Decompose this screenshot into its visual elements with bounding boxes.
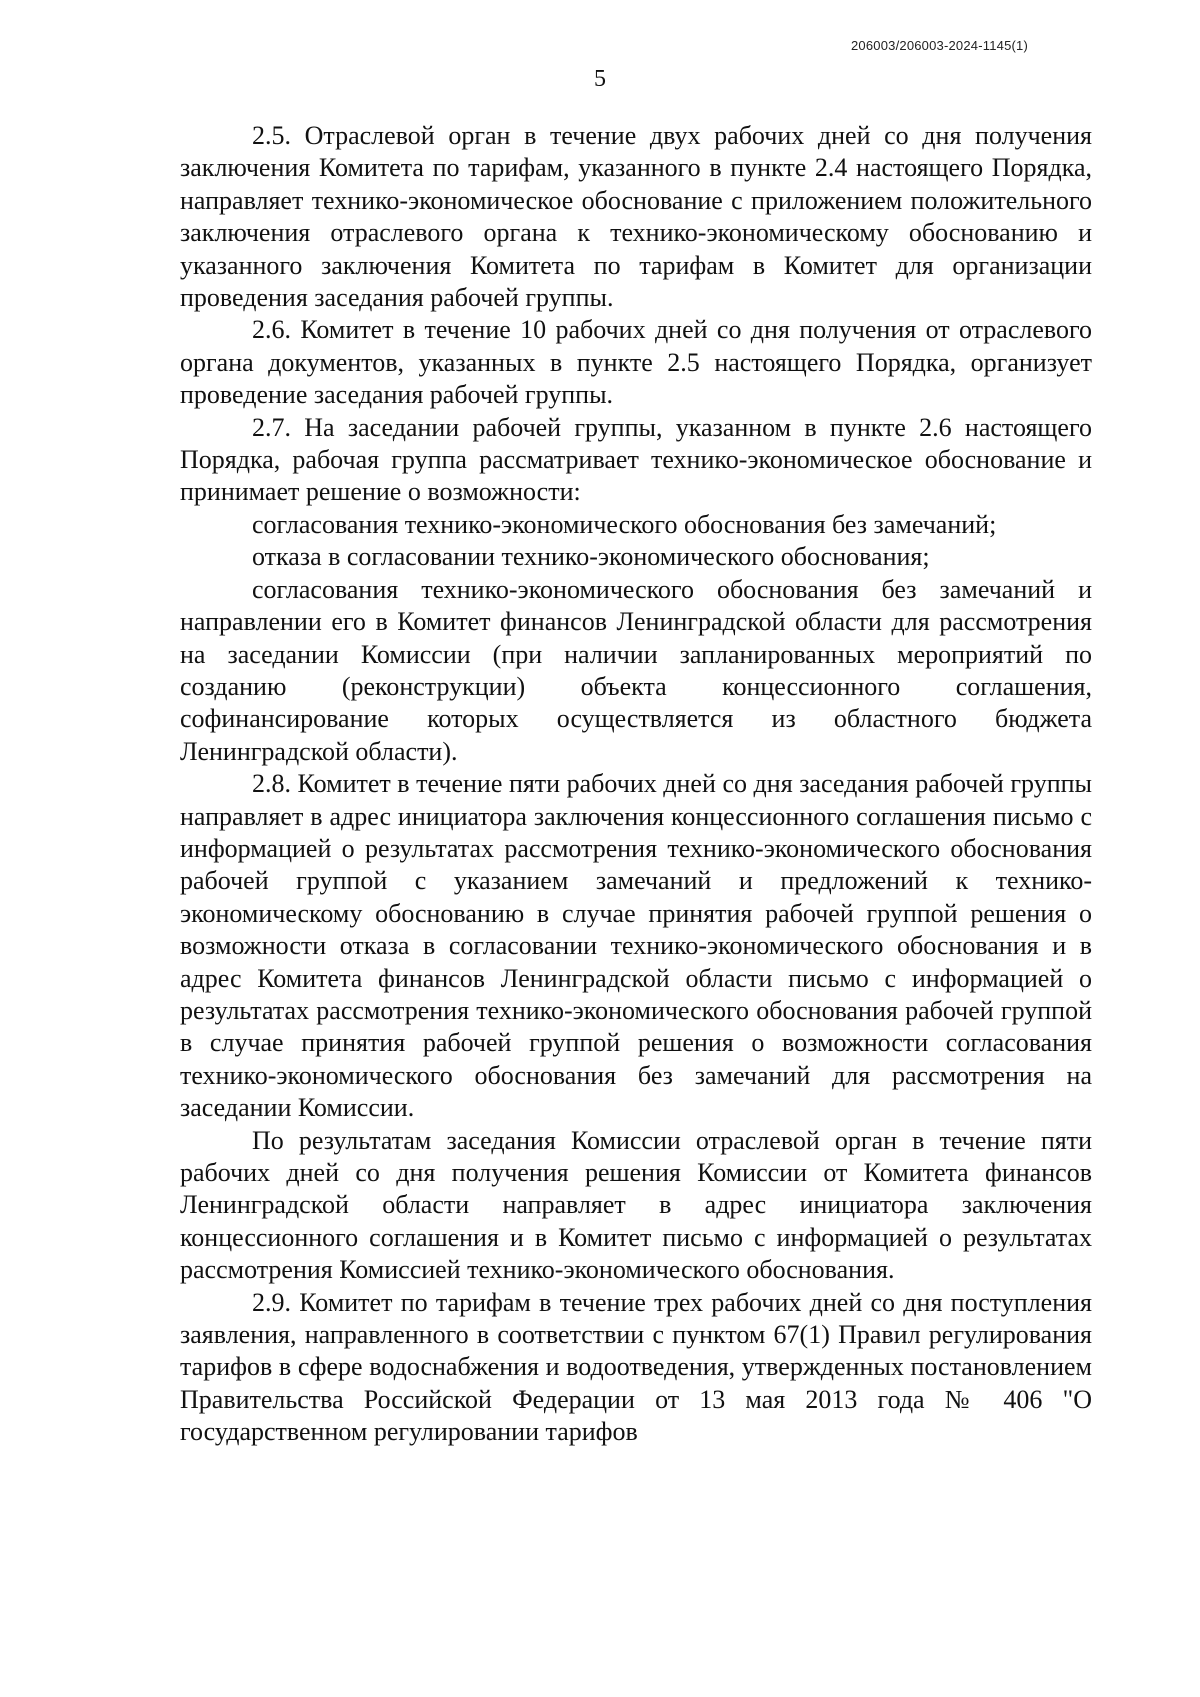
paragraph-2-7: 2.7. На заседании рабочей группы, указанном в пункте 2.6 настоящего Порядка, рабочая группа рассматривает технико-экономическое обоснование и принимает решение о возможности: bbox=[180, 412, 1092, 507]
list-item-option-3: согласования технико-экономического обоснования без замечаний и направлении его в Комитет финансов Ленинградской области для рассмотрения на заседании Комиссии (при наличии запланированных мероприятий по созданию (реконструкции) объекта концессионного соглашения, софинансирование которых осуществляется из областного бюджета Ленинградской области). bbox=[180, 574, 1092, 766]
paragraph-commission-results: По результатам заседания Комиссии отраслевой орган в течение пяти рабочих дней со дня получения решения Комиссии от Комитета финансов Ленинградской области направляет в адрес инициатора заключения концессионного соглашения и в Комитет письмо с информацией о результатах рассмотрения Комиссией технико-экономического обоснования. bbox=[180, 1125, 1092, 1285]
page-number: 5 bbox=[594, 66, 606, 92]
list-item-option-1: согласования технико-экономического обоснования без замечаний; bbox=[252, 509, 997, 539]
paragraph-2-6: 2.6. Комитет в течение 10 рабочих дней со дня получения от отраслевого органа документов, указанных в пункте 2.5 настоящего Порядка, организует проведение заседания рабочей группы. bbox=[180, 315, 1092, 410]
list-item-option-2: отказа в согласовании технико-экономического обоснования; bbox=[252, 542, 930, 572]
document-id: 206003/206003-2024-1145(1) bbox=[851, 38, 1028, 53]
document-body bbox=[180, 120, 1092, 1449]
paragraph-2-8: 2.8. Комитет в течение пяти рабочих дней со дня заседания рабочей группы направляет в адрес инициатора заключения концессионного соглашения письмо с информацией о результатах рассмотрения технико-экономического обоснования рабочей группой с указанием замечаний и предложений к технико-экономическому обоснованию в случае принятия рабочей группой решения о возможности отказа в согласовании технико-экономического обоснования и в адрес Комитета финансов Ленинградской области письмо с информацией о результатах рассмотрения технико-экономического обоснования рабочей группой в случае принятия рабочей группой решения о возможности согласования технико-экономического обоснования без замечаний для рассмотрения на заседании Комиссии. bbox=[180, 769, 1092, 1123]
paragraph-2-5: 2.5. Отраслевой орган в течение двух рабочих дней со дня получения заключения Комитета по тарифам, указанного в пункте 2.4 настоящего Порядка, направляет технико-экономическое обоснование с приложением положительного заключения отраслевого органа к технико-экономическому обоснованию и указанного заключения Комитета по тарифам в Комитет для организации проведения заседания рабочей группы. bbox=[180, 121, 1092, 313]
paragraph-2-9: 2.9. Комитет по тарифам в течение трех рабочих дней со дня поступления заявления, направленного в соответствии с пунктом 67(1) Правил регулирования тарифов в сфере водоснабжения и водоотведения, утвержденных постановлением Правительства Российской Федерации от 13 мая 2013 года № 406 "О государственном регулировании тарифов bbox=[180, 1287, 1092, 1447]
